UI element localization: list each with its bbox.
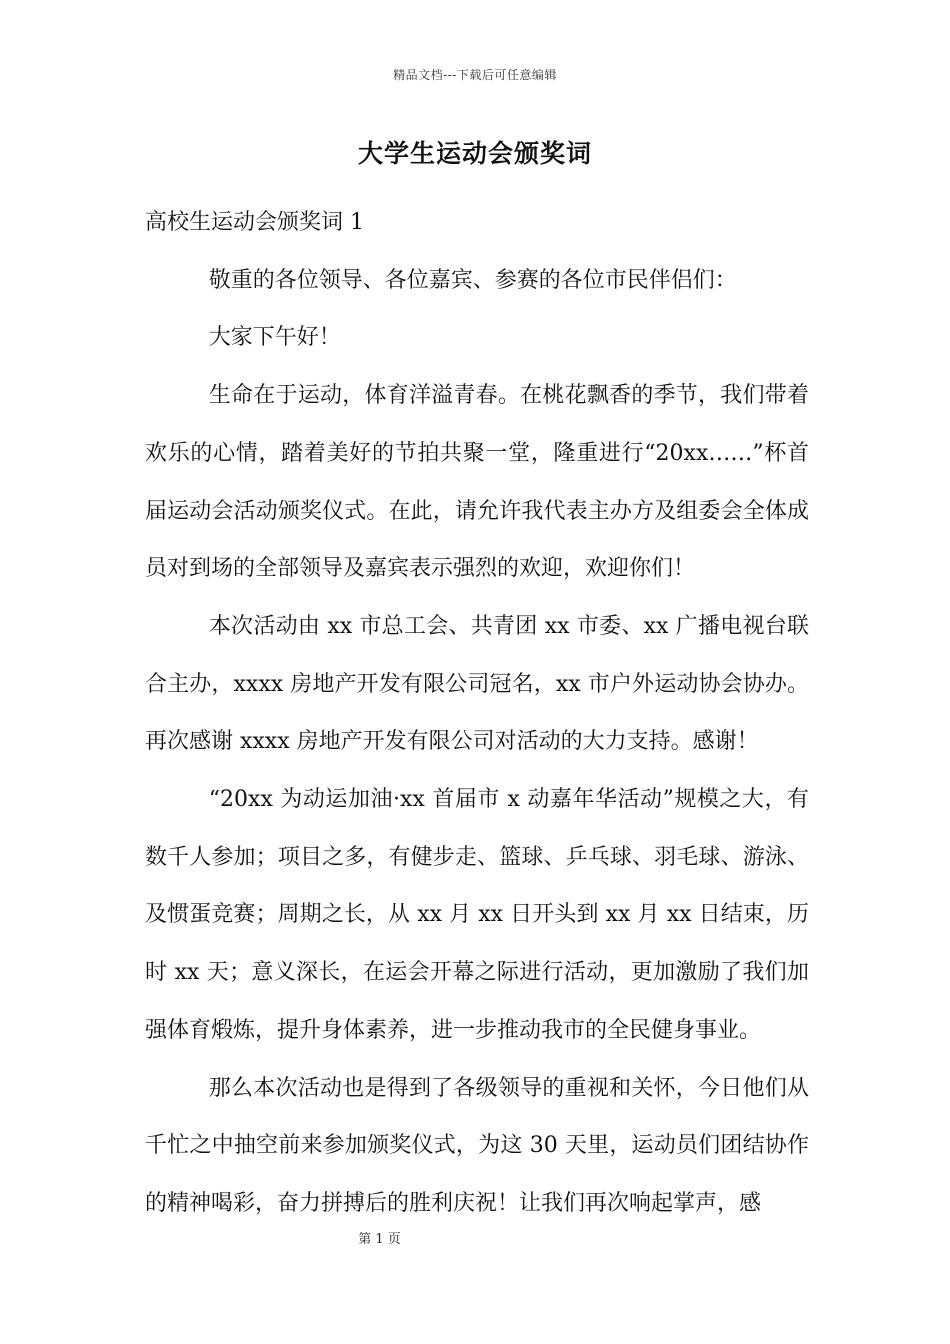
- header-note: 精品文档---下载后可任意编辑: [393, 68, 557, 82]
- paragraph-event-scale: “20xx 为动运加油·xx 首届市 x 动嘉年华活动”规模之大，有数千人参加；项目之多，有健步走、篮球、乒乓球、羽毛球、游泳、及惯蛋竞赛；周期之长，从 xx 月 xx 日开头到 xx 月 xx 日结束，历时 xx 天；意义深长，在运会开幕之际进行活动，更加激励了我们加强体育煅炼，提升身体素养，进一步推动我市的全民健身事业。: [145, 787, 809, 1043]
- paragraph-leaders: 那么本次活动也是得到了各级领导的重视和关怀，今日他们从千忙之中抽空前来参加颁奖仪式，为这 30 天里，运动员们团结协作的精神喝彩，奋力拼搏后的胜利庆祝！让我们再次响起掌声，感: [145, 1075, 809, 1216]
- paragraph-organizers: 本次活动由 xx 市总工会、共青团 xx 市委、xx 广播电视台联合主办，xxxx 房地产开发有限公司冠名，xx 市户外运动协会协办。再次感谢 xxxx 房地产开发有限公司对活动的大力支持。感谢！: [145, 613, 809, 755]
- page-number: 第 1 页: [358, 1232, 401, 1247]
- paragraph-opening: 生命在于运动，体育洋溢青春。在桃花飘香的季节，我们带着欢乐的心情，踏着美好的节拍共聚一堂，隆重进行“20xx……”杯首届运动会活动颁奖仪式。在此，请允许我代表主办方及组委会全体成员对到场的全部领导及嘉宾表示强烈的欢迎，欢迎你们！: [145, 383, 809, 582]
- document-body: [145, 194, 809, 1233]
- paragraph-greeting: 敬重的各位领导、各位嘉宾、参赛的各位市民伴侣们：: [208, 267, 737, 293]
- document-subtitle: 高校生运动会颁奖词 1: [145, 210, 364, 235]
- paragraph-salutation: 大家下午好！: [208, 325, 341, 351]
- document-title: 大学生运动会颁奖词: [357, 139, 592, 168]
